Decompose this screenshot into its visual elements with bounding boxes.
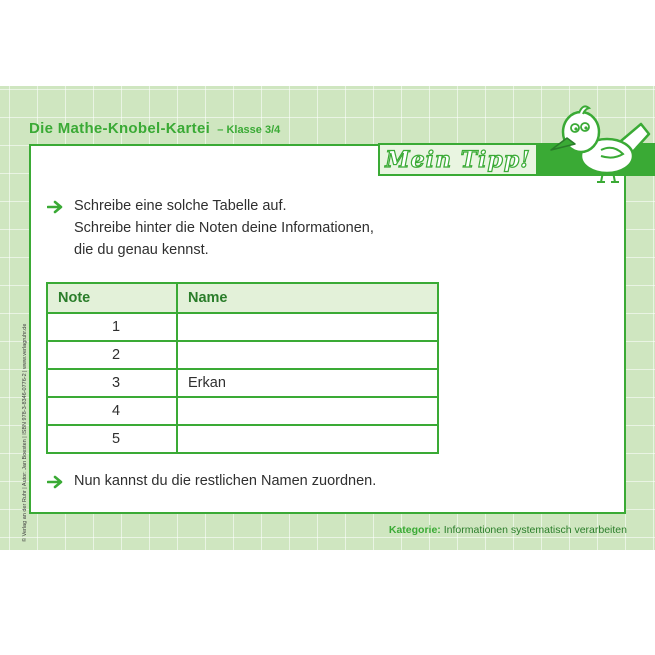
arrow-right-icon	[47, 475, 65, 489]
table-row	[47, 313, 438, 341]
instruction-line-1: Schreibe eine solche Tabelle auf.	[74, 198, 287, 214]
category-footer	[0, 524, 627, 536]
task-card	[0, 86, 655, 550]
name-cell	[177, 341, 438, 369]
table-row	[47, 397, 438, 425]
note-cell: 5	[47, 425, 177, 453]
category-value: Informationen systematisch verarbeiten	[443, 524, 627, 536]
category-label: Kategorie:	[388, 524, 441, 536]
series-title: Die Mathe-Knobel-Kartei	[29, 120, 211, 137]
crow-icon	[545, 94, 655, 186]
table-row	[47, 425, 438, 453]
table-row	[47, 369, 438, 397]
name-cell	[177, 397, 438, 425]
note-cell: 4	[47, 397, 177, 425]
column-header-note: Note	[47, 283, 177, 313]
table-header-row	[47, 283, 438, 313]
name-cell	[177, 425, 438, 453]
publisher-note: © Verlag an der Ruhr | Autor: Jan Boesten | ISBN 978-3-8346-0776-2 | www.verlagruhr.de	[22, 323, 28, 542]
note-cell: 2	[47, 341, 177, 369]
closing-instruction: Nun kannst du die restlichen Namen zuordnen.	[74, 473, 377, 489]
instruction-line-3: die du genau kennst.	[74, 242, 209, 258]
table-row	[47, 341, 438, 369]
column-header-name: Name	[177, 283, 438, 313]
instruction-line-2: Schreibe hinter die Noten deine Informationen,	[74, 220, 374, 236]
card-header	[29, 120, 280, 137]
grade-subtitle: – Klasse 3/4	[217, 124, 281, 136]
tip-label: Mein Tipp!	[385, 146, 531, 173]
name-cell: Erkan	[177, 369, 438, 397]
note-cell: 3	[47, 369, 177, 397]
tip-label-box	[378, 143, 538, 176]
name-cell	[177, 313, 438, 341]
note-cell: 1	[47, 313, 177, 341]
arrow-right-icon	[47, 200, 65, 214]
grades-table	[46, 282, 439, 454]
